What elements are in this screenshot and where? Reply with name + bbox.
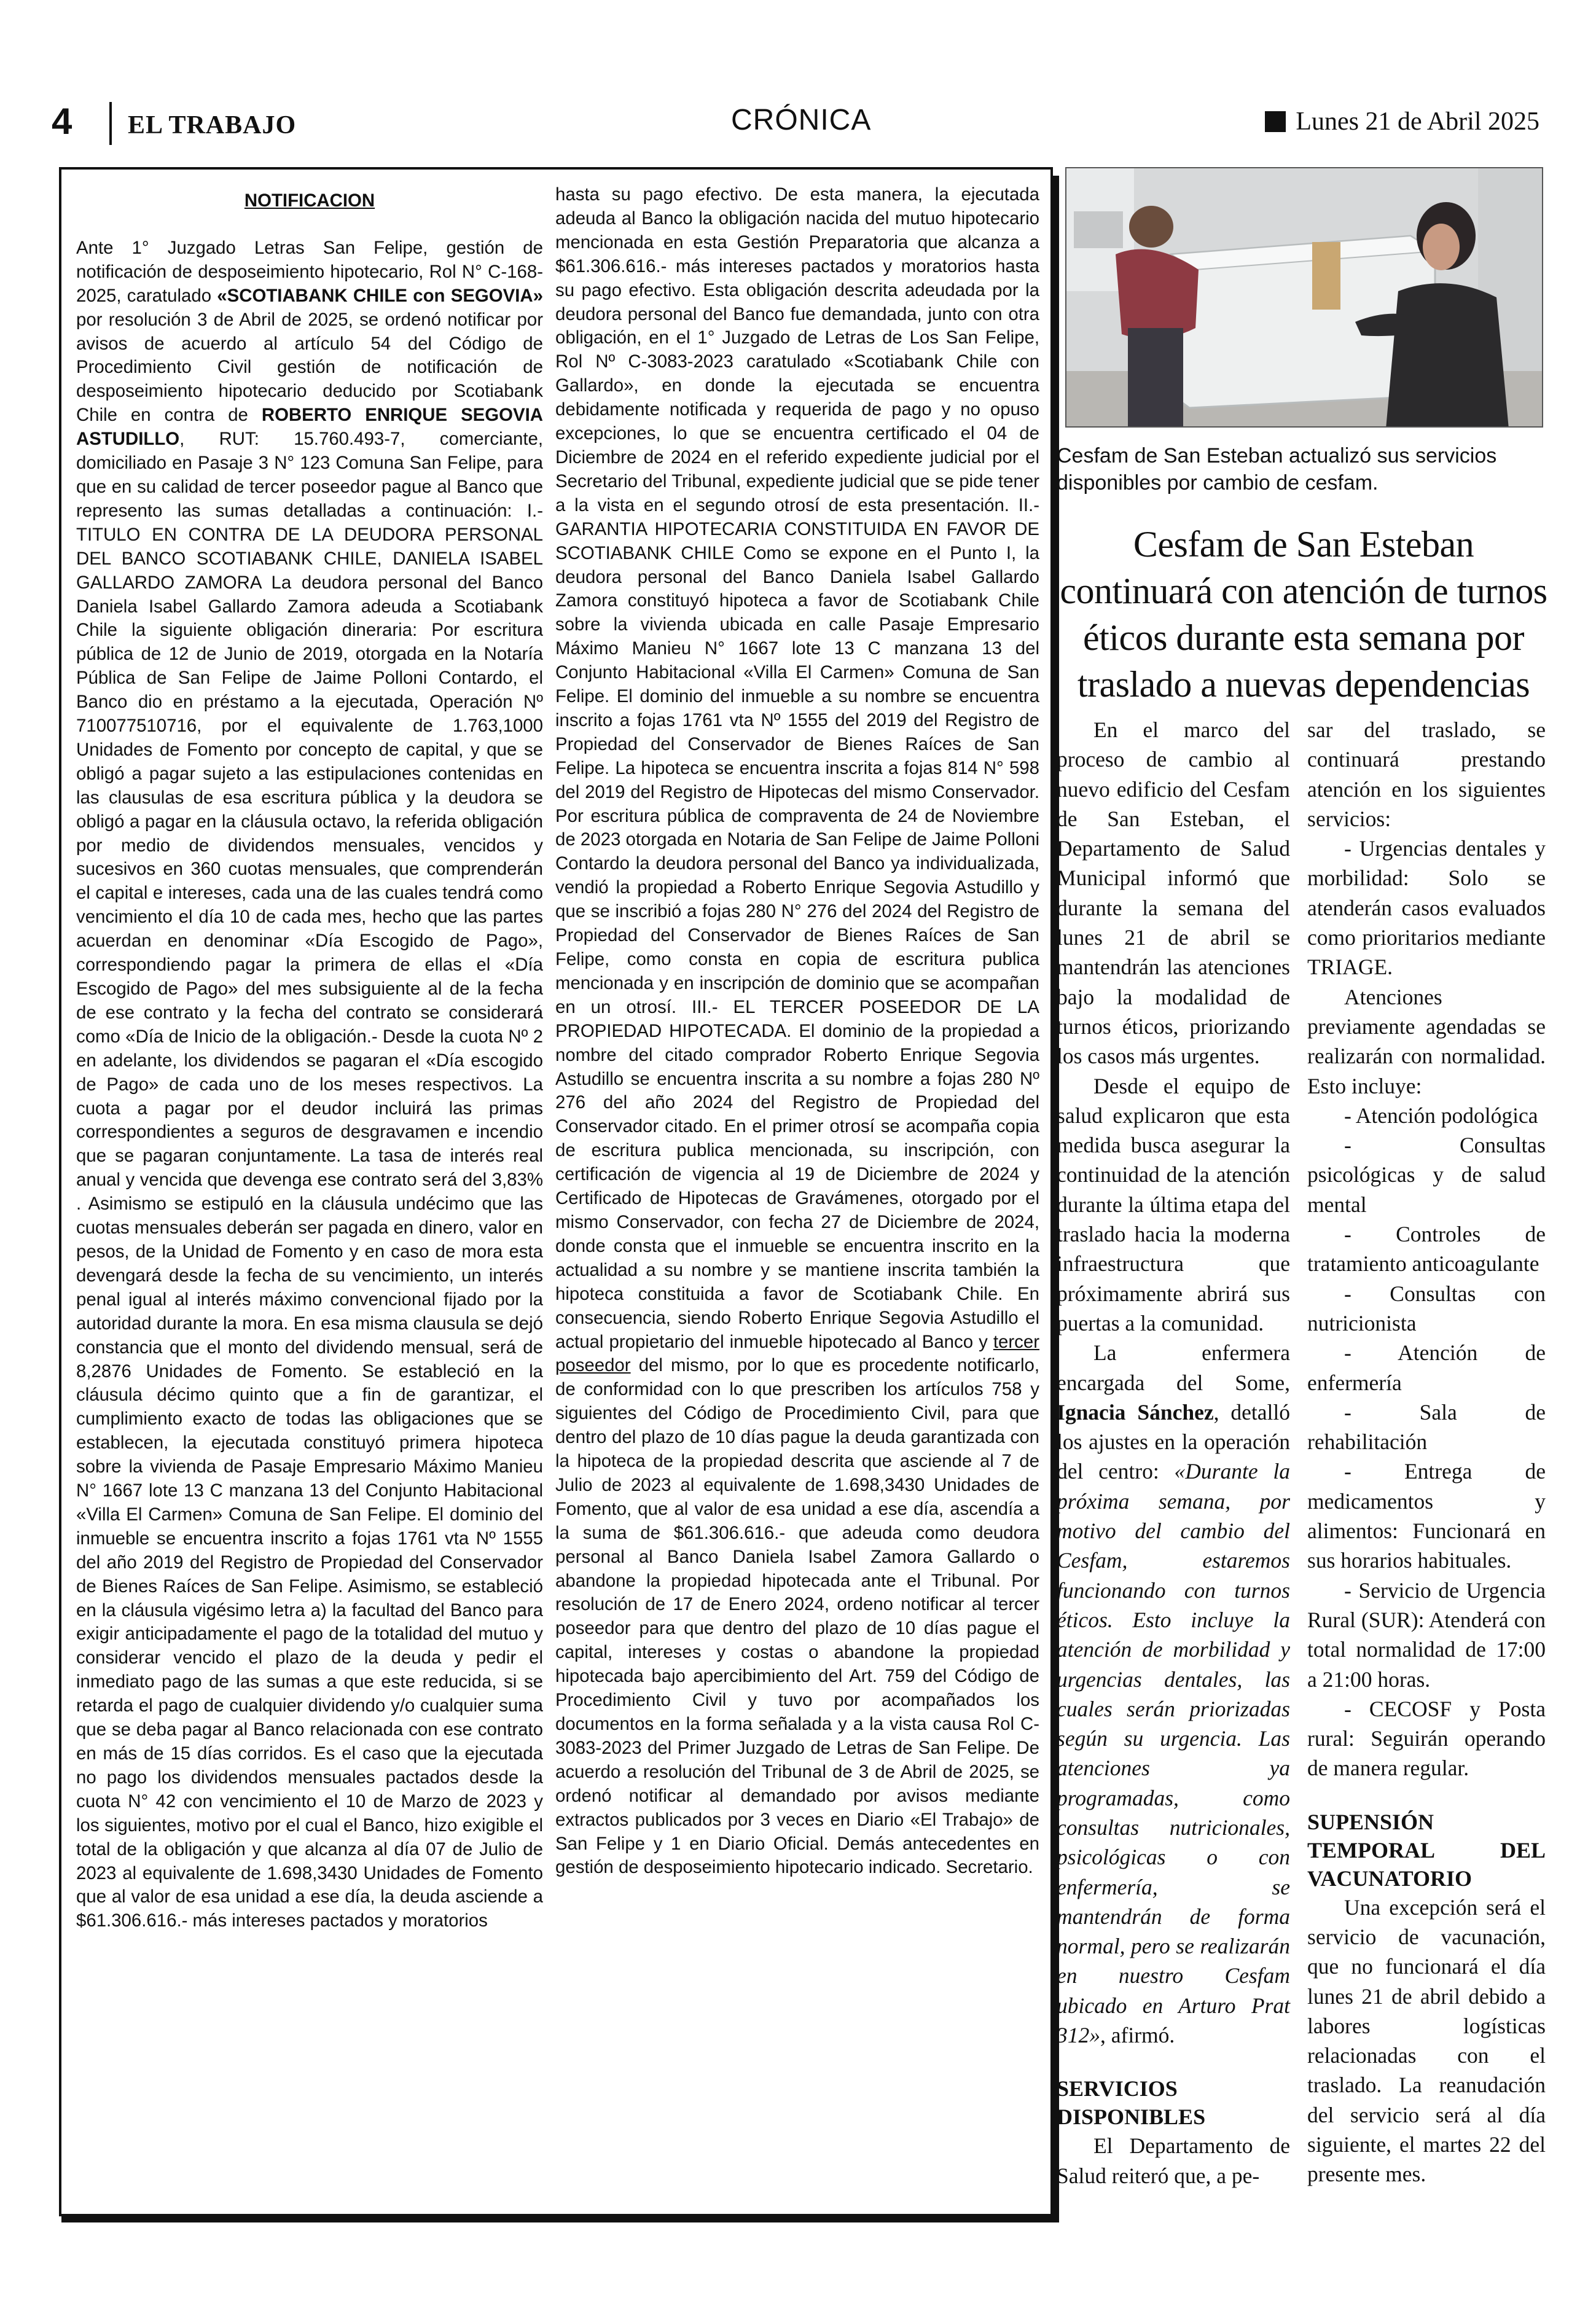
article-paragraph: Una excepción será el servicio de vacunación, que no funcionará el día lunes 21 de abril debido a labores logísticas relacionadas con el traslado. La reanudación del servicio será al día siguiente, el martes 22 del presente mes. (1307, 1894, 1546, 2187)
article-paragraph: sar del traslado, se continuará prestando atención en los siguientes servicios: (1307, 717, 1546, 831)
legal-notice-box (59, 167, 1053, 2216)
notice-text: del mismo, por lo que es procedente notificarlo, de conformidad con lo que prescriben los artículos 758 y siguientes del Código de Procedimiento Civil, para que dentro del plazo de 10 días pague la deuda garantizada con la hipoteca de la propiedad descrita que asciende al 7 de Julio de 2023 al equivalente de 1.698,3430 Unidades de Fomento, que al valor de esa unidad a ese día, ascendía a la suma de $61.306.616.- que adeuda como deudora personal al Banco Daniela Isabel Zamora Gallardo o abandone la propiedad hipotecada ante el Tribunal. Por resolución de 17 de Enero 2024, ordeno notificar al tercer poseedor para que dentro del plazo de 10 días pague el capital, intereses y costas o abandone la propiedad hipotecada bajo apercibimiento del Art. 759 del Código de Procedimiento Civil y tuvo por acompañados los documentos en la forma señalada y a la vista causa Rol C-3083-2023 del Primer Juzgado de Letras de San Felipe. De acuerdo a resolución del Tribunal de 3 de Abril de 2025, se ordenó notificar al demandado por avisos mediante extractos publicados por 3 veces en Diario «El Trabajo» de San Felipe y 1 en Diario Oficial. Demás antecedentes en gestión de desposeimiento hipotecario indicado. Secretario. (555, 1355, 1039, 1878)
article-paragraph: Desde el equipo de salud explicaron que esta medida busca asegurar la continuidad de la atención durante la última etapa del traslado hacia la moderna infraestructura que próximamente abrirá sus puertas a la comunidad. (1057, 1073, 1290, 1335)
article-subhead: SERVICIOS DISPONIBLES (1057, 2076, 1206, 2130)
article-column-1 (1057, 715, 1290, 2191)
article-paragraph: En el marco del proceso de cambio al nuevo edificio del Cesfam de San Esteban, el Departamento de Salud Municipal informó que durante la semana del lunes 21 de abril se mantendrán las atenciones bajo la modalidad de turnos éticos, priorizando los casos más urgentes. (1057, 717, 1290, 1069)
issue-date: Lunes 21 de Abril 2025 (1296, 108, 1539, 136)
page-number: 4 (52, 101, 72, 142)
article-text: La enfermera encargada del Some, (1057, 1340, 1290, 1395)
service-list-item: - Entrega de medicamentos y alimentos: Funcionará en sus horarios habituales. (1307, 1459, 1546, 1573)
article-headline: Cesfam de San Esteban continuará con atención de turnos éticos durante esta semana por traslado a nuevas dependencias (1060, 524, 1547, 705)
header-divider (109, 102, 112, 145)
notice-column-1 (76, 189, 543, 1933)
service-list-item: - Consultas con nutricionista (1307, 1281, 1546, 1335)
article-photo (1065, 167, 1543, 428)
service-list-item: - Urgencias dentales y morbilidad: Solo se atenderán casos evaluados como prioritarios mediante TRIAGE. (1307, 836, 1546, 980)
square-bullet-icon (1265, 111, 1286, 132)
photo-illustration (1066, 168, 1543, 428)
service-list-item: - Sala de rehabilitación (1307, 1399, 1546, 1455)
notice-column-2 (555, 183, 1039, 1880)
article-text: , detalló los ajustes en la operación del centro: (1057, 1399, 1290, 1484)
service-list-item: - Consultas psicológicas y de salud mental (1307, 1133, 1546, 1217)
notice-text: , RUT: 15.760.493-7, comerciante, domiciliado en Pasaje 3 N° 123 Comuna San Felipe, para que en su calidad de tercer poseedor pague al Banco que represento las sumas detalladas a continuación: I.- TITULO EN CONTRA DE LA DEUDORA PERSONAL DEL BANCO SCOTIABANK CHILE, DANIELA ISABEL GALLARDO ZAMORA La deudora personal del Banco Daniela Isabel Gallardo Zamora adeuda a Scotiabank Chile la siguiente obligación dineraria: Por escritura pública de 12 de Junio de 2019, otorgada en la Notaría Pública de San Felipe de Jaime Polloni Contardo, el Banco dio en préstamo a la ejecutada, Operación Nº 710077510716, por el equivalente de 1.763,1000 Unidades de Fomento por concepto de capital, y que se obligó a pagar sujeto a las estipulaciones contenidas en las clausulas de esa escritura pública y la deudora se obligó a pagar en la cláusula octavo, la referida obligación por medio de dividendos mensuales, vencidos y sucesivos en 360 cuotas mensuales, que comprenderán el capital e intereses, cada una de las cuales tendrá como vencimiento el día 10 de cada mes, hecho que las partes acuerdan en denominar «Día Escogido de Pago», correspondiendo pagar la primera de ellas el «Día Escogido de Pago» del mes subsiguiente al de la fecha de ese contrato y la fecha del contrato se considerará como «Día de Inicio de la obligación.- Desde la cuota Nº 2 en adelante, los dividendos se pagaran el «Día escogido de Pago» de cada uno de los meses respectivos. La cuota a pagar por el deudor incluirá las primas correspondientes a seguros de desgravamen e incendio que se pagaran conjuntamente. La tasa de interés real anual y vencida que devenga ese contrato será del 3,83% . Asimismo se estipuló en la cláusula undécimo que las cuotas mensuales deberán ser pagada en dinero, valor en pesos, de la Unidad de Fomento y en caso de mora esta devengará desde la fecha de su vencimiento, un interés penal igual al interés máximo convencional fijado por la autoridad durante la mora. En esa misma clausula se dejó constancia que el monto del dividendo mensual, será de 8,2876 Unidades de Fomento. Se estableció en la cláusula décimo quinto que a fin de garantizar, el cumplimiento exacto de todas las obligaciones que se establecen, la ejecutada constituyó primera hipoteca sobre la vivienda de Pasaje Empresario Máximo Manieu N° 1667 lote 13 C manzana 13 del Conjunto Habitacional «Villa El Carmen» Comuna de San Felipe. El dominio del inmueble se encuentra inscrito a fojas 1761 vta Nº 1555 del año 2019 del Registro de Propiedad del Conservador de Bienes Raíces de San Felipe. Asimismo, se estableció en la cláusula vigésimo letra a) la facultad del Banco para exigir anticipadamente el pago de la totalidad del mutuo y considerar vencido el plazo de la deuda y pedir el inmediato pago de las sumas a que este reducida, si se retarda el pago de cualquier dividendo y/o cualquier suma que se deba pagar al Banco relacionada con ese contrato en más de 15 días corridos. Es el caso que la ejecutada no pago los dividendos mensuales pactados desde la cuota N° 42 con vencimiento el 10 de Marzo de 2023 y los siguientes, motivo por el cual el Banco, hizo exigible el total de la obligación y que alcanza al día 07 de Julio de 2023 al equivalente de 1.698,3430 Unidades de Fomento que al valor de esa unidad a ese día, la deuda asciende a $61.306.616.- más intereses pactados y moratorios (76, 429, 543, 1931)
service-list-item: - Controles de tratamiento anticoagulante (1307, 1222, 1546, 1276)
notice-defendant-name: ROBERTO ENRIQUE SEGOVIA ASTUDILLO (76, 405, 543, 450)
section-name: CRÓNICA (731, 104, 872, 136)
article-paragraph: El Departamento de Salud reiteró que, a pe- (1057, 2133, 1290, 2188)
article-subhead: SUPENSIÓN TEMPORAL DEL VACUNATORIO (1307, 1809, 1546, 1891)
notice-text: hasta su pago efectivo. De esta manera, la ejecutada adeuda al Banco la obligación nacida del mutuo hipotecario mencionada en esta Gestión Preparatoria que alcanza a $61.306.616.- más intereses pactados y moratorios hasta su pago efectivo. Esta obligación descrita adeudada por la deudora personal del Banco fue demandada, junto con otra obligación, en el 1° Juzgado de Letras de Los San Felipe, Rol Nº C-3083-2023 caratulado «Scotiabank Chile con Gallardo», en donde la ejecutada se encuentra debidamente notificada y requerida de pago y no opuso excepciones, lo que se encuentra certificado el 04 de Diciembre de 2024 en el referido expediente judicial por el Secretario del Tribunal, expediente judicial que se pide tener a la vista en el segundo otrosí de esta presentación. II.- GARANTIA HIPOTECARIA CONSTITUIDA EN FAVOR DE SCOTIABANK CHILE Como se expone en el Punto I, la deudora personal del Banco Daniela Isabel Gallardo Zamora constituyó hipoteca a favor de Scotiabank Chile sobre la vivienda ubicada en calle Pasaje Empresario Máximo Manieu N° 1667 lote 13 C manzana 13 del Conjunto Habitacional «Villa El Carmen» Comuna de San Felipe. El dominio del inmueble a su nombre se encuentra inscrito a fojas 1761 vta Nº 1555 del 2019 del Registro de Propiedad del Conservador de Bienes Raíces de San Felipe. La hipoteca se encuentra inscrita a fojas 814 N° 598 del 2019 del Registro de Hipotecas del mismo Conservador. Por escritura pública de compraventa de 24 de Noviembre de 2023 otorgada en Notaria de San Felipe de Jaime Polloni Contardo la deudora personal del Banco ya individualizada, vendió la propiedad a Roberto Enrique Segovia Astudillo y que se inscribió a fojas 280 N° 276 del 2024 del Registro de Propiedad del Conservador de Bienes Raíces de San Felipe, como consta en copia de escritura publica mencionada y en inscripción de dominio que se acompañan en un otrosí. III.- EL TERCER POSEEDOR DE LA PROPIEDAD HIPOTECADA. El dominio de la propiedad a nombre del citado comprador Roberto Enrique Segovia Astudillo se encuentra inscrita a su nombre a fojas 280 Nº 276 del año 2024 del Registro de Propiedad del Conservador citado. En el primer otrosí se acompaña copia de escritura publica mencionada, su inscripción, con certificación de vigencia al 19 de Diciembre de 2024 y Certificado de Hipotecas de Gravámenes, otorgado por el mismo Conservador, con fecha 27 de Diciembre de 2024, donde consta que el inmueble se encuentra inscrito en la actualidad a su nombre y se mantiene inscrita también la hipoteca constituida a favor de Scotiabank Chile. En consecuencia, siendo Roberto Enrique Segovia Astudillo el actual propietario del inmueble hipotecado al Banco y (555, 184, 1039, 1352)
article-paragraph (1057, 1338, 1290, 2050)
service-list-item: - Atención de enfermería (1307, 1340, 1546, 1395)
notice-title: NOTIFICACION (244, 190, 375, 211)
notice-underlined-term: tercer poseedor (555, 1331, 1039, 1376)
service-list-item: - Servicio de Urgencia Rural (SUR): Atenderá con total normalidad de 17:00 a 21:00 horas. (1307, 1577, 1546, 1692)
photo-caption: Cesfam de San Esteban actualizó sus servicios disponibles por cambio de cesfam. (1057, 444, 1497, 495)
notice-case-name: «SCOTIABANK CHILE con SEGOVIA» (217, 285, 543, 306)
notice-text: Ante 1° Juzgado Letras San Felipe, gestión de notificación de desposeimiento hipotecario, Rol N° C-168-2025, caratulado (76, 237, 543, 306)
service-list-item: Atenciones previamente agendadas se realizarán con normalidad. Esto incluye: (1307, 984, 1546, 1098)
issue-date-block (1265, 107, 1539, 136)
service-list-item: - CECOSF y Posta rural: Seguirán operando de manera regular. (1307, 1696, 1546, 1781)
quoted-person-name: Ignacia Sánchez (1057, 1399, 1214, 1425)
article-quote: «Durante la próxima semana, por motivo del cambio del Cesfam, estaremos funcionando con turnos éticos. Esto incluye la atención de morbilidad y urgencias dentales, las cuales serán priorizadas según su urgencia. Las atenciones ya programadas, como consultas nutricionales, psicológicas o con enfermería, se mantendrán de forma normal, pero se realizarán en nuestro Cesfam ubicado en Arturo Prat 312» (1057, 1459, 1290, 2048)
article-column-2 (1307, 715, 1546, 2189)
newspaper-name: EL TRABAJO (128, 111, 297, 139)
service-list-item: - Atención podológica (1344, 1103, 1538, 1128)
notice-text: por resolución 3 de Abril de 2025, se ordenó notificar por avisos de acuerdo al artículo 54 del Código de Procedimiento Civil gestión de notificación de desposeimiento hipotecario deducido por Scotiabank Chile en contra de (76, 309, 543, 426)
masthead (0, 0, 1596, 154)
article-text: , afirmó. (1100, 2023, 1175, 2048)
